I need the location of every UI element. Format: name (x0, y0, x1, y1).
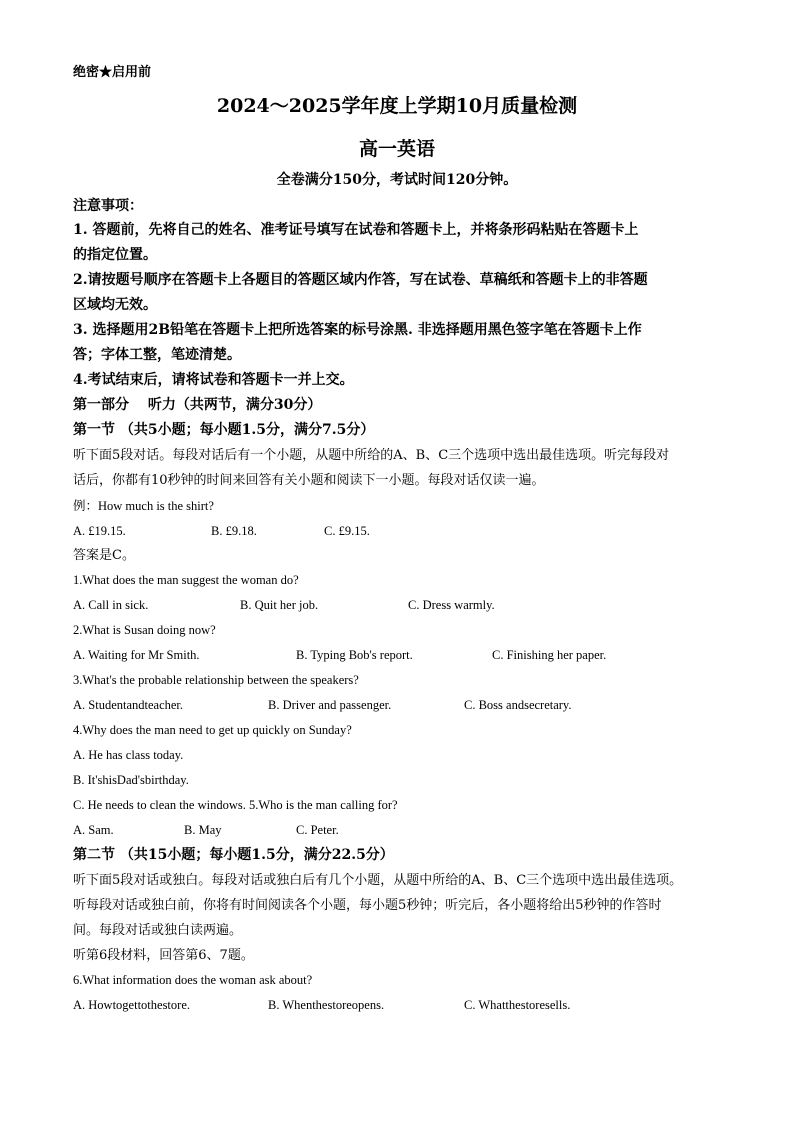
exam-title: 2024～2025学年度上学期10月质量检测 (216, 95, 578, 117)
example-option-a: A. £19.15. (73, 524, 126, 538)
section-2-heading: 第二节 （共15小题；每小题1.5分，满分22.5分） (73, 847, 394, 863)
question-3: 3.What's the probable relationship between the speakers? (73, 673, 359, 687)
q4-option-c-and-question-5: C. He needs to clean the windows. 5.Who is the man calling for? (73, 798, 398, 812)
section-2-instructions-line-2: 听每段对话或独白前，你将有时间阅读各个小题，每小题5秒钟；听完后，各小题将给出5秒钟的作答时 (73, 898, 662, 913)
section-2-instructions-line-1: 听下面5段对话或独白。每段对话或独白后有几个小题，从题中所给的A、B、C三个选项中选出最佳选项。 (73, 873, 683, 888)
part-1-heading: 第一部分 听力（共两节，满分30分） (73, 397, 322, 413)
q3-option-c: C. Boss andsecretary. (464, 698, 572, 712)
note-2-line-1: 2.请按题号顺序在答题卡上各题目的答题区域内作答，写在试卷、草稿纸和答题卡上的非答题 (73, 272, 648, 288)
note-1-line-2: 的指定位置。 (73, 247, 157, 263)
q3-option-b: B. Driver and passenger. (268, 698, 392, 712)
note-1-line-1: 1. 答题前，先将自己的姓名、准考证号填写在试卷和答题卡上，并将条形码粘贴在答题卡上 (73, 222, 639, 238)
q3-option-a: A. Studentandteacher. (73, 698, 184, 712)
question-2: 2.What is Susan doing now? (73, 623, 216, 637)
note-2-line-2: 区域均无效。 (73, 297, 157, 313)
q2-option-c: C. Finishing her paper. (492, 648, 607, 662)
material-6-label: 听第6段材料，回答第6、7题。 (73, 948, 254, 963)
section-1-instructions-line-2: 话后，你都有10秒钟的时间来回答有关小题和阅读下一小题。每段对话仅读一遍。 (73, 473, 545, 488)
section-1-heading: 第一节 （共5小题；每小题1.5分，满分7.5分） (73, 422, 375, 438)
q5-option-a: A. Sam. (73, 823, 114, 837)
example-question: 例：How much is the shirt? (73, 499, 214, 513)
q6-option-b: B. Whenthestoreopens. (268, 998, 385, 1012)
question-6: 6.What information does the woman ask about? (73, 973, 313, 987)
q4-option-b: B. It'shisDad'sbirthday. (73, 773, 189, 787)
q5-option-b: B. May (184, 823, 222, 837)
notes-heading: 注意事项： (73, 198, 143, 214)
q1-option-c: C. Dress warmly. (408, 598, 495, 612)
note-4: 4.考试结束后，请将试卷和答题卡一并上交。 (73, 372, 354, 388)
example-option-c: C. £9.15. (324, 524, 370, 538)
q1-option-a: A. Call in sick. (73, 598, 149, 612)
subject-title: 高一英语 (358, 138, 435, 160)
q4-option-a: A. He has class today. (73, 748, 184, 762)
q1-option-b: B. Quit her job. (240, 598, 319, 612)
exam-info: 全卷满分150分，考试时间120分钟。 (276, 172, 518, 188)
question-1: 1.What does the man suggest the woman do? (73, 573, 299, 587)
note-3-line-2: 答；字体工整，笔迹清楚。 (73, 347, 241, 363)
q6-option-c: C. Whatthestoresells. (464, 998, 571, 1012)
q5-option-c: C. Peter. (296, 823, 339, 837)
confidential-label: 绝密★启用前 (73, 65, 152, 80)
question-4: 4.Why does the man need to get up quickly on Sunday? (73, 723, 352, 737)
q2-option-a: A. Waiting for Mr Smith. (73, 648, 200, 662)
q6-option-a: A. Howtogettothestore. (73, 998, 190, 1012)
example-option-b: B. £9.18. (211, 524, 257, 538)
example-answer: 答案是C。 (73, 548, 135, 563)
section-2-instructions-line-3: 间。每段对话或独白读两遍。 (73, 923, 243, 938)
section-1-instructions-line-1: 听下面5段对话。每段对话后有一个小题，从题中所给的A、B、C三个选项中选出最佳选项。听完每段对 (73, 448, 670, 463)
note-3-line-1: 3. 选择题用2B铅笔在答题卡上把所选答案的标号涂黑. 非选择题用黑色签字笔在答题卡上作 (73, 322, 642, 338)
q2-option-b: B. Typing Bob's report. (296, 648, 413, 662)
